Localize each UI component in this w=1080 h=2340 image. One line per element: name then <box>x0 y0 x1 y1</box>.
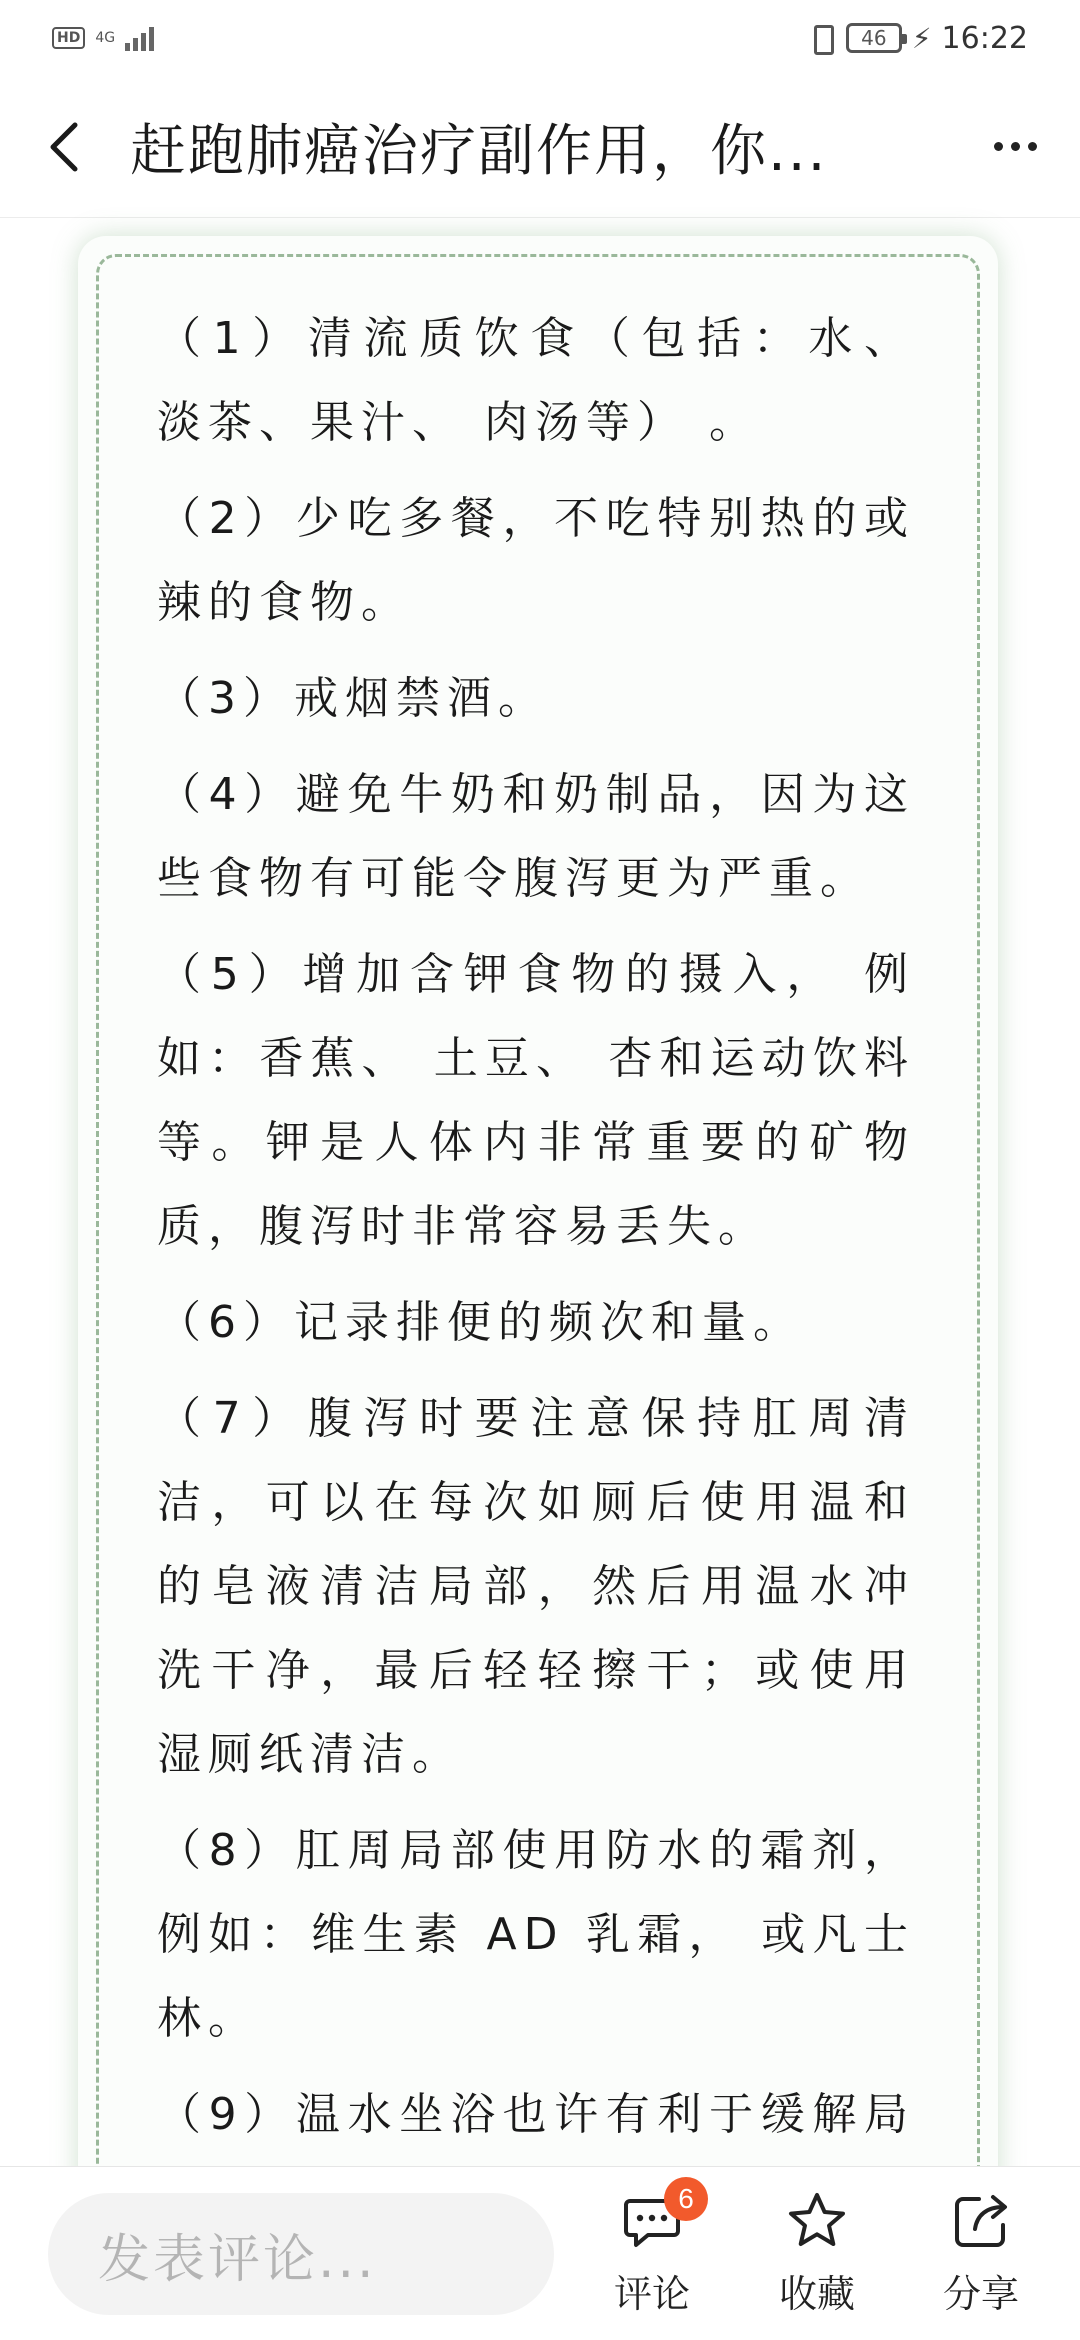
article-card <box>78 236 998 2336</box>
paragraph: （5）增加含钾食物的摄入， 例如：香蕉、 土豆、 杏和运动饮料等。钾是人体内非常重要的矿物质，腹泻时非常容易丢失。 <box>157 949 915 1252</box>
share-label: 分享 <box>942 2272 1019 2316</box>
paragraph: （4）避免牛奶和奶制品，因为这些食物有可能令腹泻更为严重。 <box>157 769 915 904</box>
chevron-left-icon <box>45 121 85 173</box>
back-button[interactable] <box>0 76 130 218</box>
share-icon <box>949 2189 1013 2253</box>
status-left <box>52 25 154 51</box>
favorite-label: 收藏 <box>778 2272 855 2316</box>
clock: 16:22 <box>941 20 1028 56</box>
status-right <box>806 21 1028 56</box>
comment-button[interactable] <box>592 2183 712 2329</box>
battery-level: 46 <box>861 26 887 50</box>
paragraph: （3）戒烟禁酒。 <box>157 673 549 724</box>
network-type: 4G <box>95 30 116 46</box>
top-bar <box>0 76 1080 218</box>
article-content[interactable] <box>0 218 1080 2166</box>
bottom-bar <box>0 2166 1080 2340</box>
comment-input[interactable]: 发表评论... <box>48 2193 554 2315</box>
vibrate-icon <box>806 23 836 53</box>
signal-icon <box>125 25 154 51</box>
star-icon <box>785 2189 849 2253</box>
battery-icon <box>846 23 902 53</box>
more-dot-icon <box>1028 142 1037 151</box>
comment-count-badge: 6 <box>664 2177 708 2221</box>
page-title: 赶跑肺癌治疗副作用，你... <box>130 118 828 184</box>
more-dot-icon <box>994 142 1003 151</box>
hd-badge: HD <box>52 27 85 49</box>
article-card-border <box>96 254 980 2336</box>
paragraph: （7）腹泻时要注意保持肛周清洁，可以在每次如厕后使用温和的皂液清洁局部，然后用温水冲洗干净，最后轻轻擦干；或使用湿厕纸清洁。 <box>157 1393 915 1780</box>
favorite-button[interactable] <box>757 2189 877 2329</box>
paragraph: （6）记录排便的频次和量。 <box>157 1297 804 1348</box>
share-button[interactable] <box>921 2189 1041 2329</box>
more-dot-icon <box>1011 142 1020 151</box>
comment-label: 评论 <box>613 2272 690 2316</box>
paragraph: （9）温水坐浴也许有利于缓解局 <box>157 2089 915 2140</box>
more-button[interactable] <box>950 76 1080 218</box>
paragraph: （1）清流质饮食（包括：水、 淡茶、果汁、 肉汤等） 。 <box>157 313 915 448</box>
status-bar <box>0 0 1080 76</box>
paragraph: （2）少吃多餐，不吃特别热的或辣的食物。 <box>157 493 915 628</box>
paragraph: （8）肛周局部使用防水的霜剂，例如：维生素 AD 乳霜， 或凡士林。 <box>157 1825 915 2044</box>
charging-icon: ⚡ <box>911 21 932 55</box>
